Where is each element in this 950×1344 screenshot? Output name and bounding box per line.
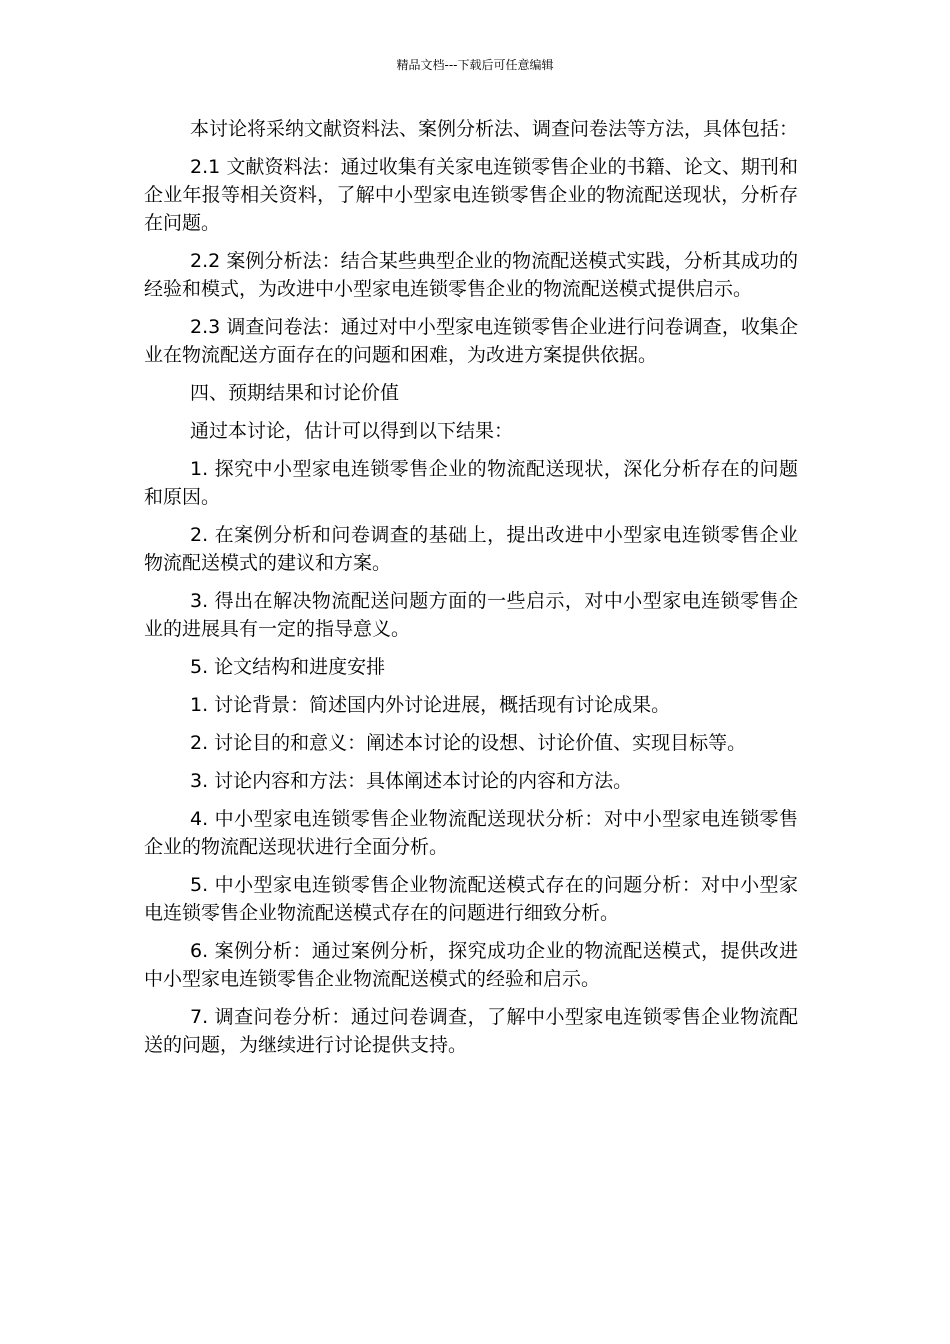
paragraph-result-2: 2. 在案例分析和问卷调查的基础上，提出改进中小型家电连锁零售企业物流配送模式的建议和方案。 [144, 524, 798, 574]
section-heading-expected-results: 四、预期结果和讨论价值 [190, 382, 400, 404]
section-heading-structure: 5. 论文结构和进度安排 [190, 656, 386, 678]
paragraph-survey-method: 2.3 调查问卷法：通过对中小型家电连锁零售企业进行问卷调查，收集企业在物流配送方面存在的问题和困难，为改进方案提供依据。 [144, 316, 798, 366]
paragraph-methods-intro: 本讨论将采纳文献资料法、案例分析法、调查问卷法等方法，具体包括： [190, 118, 799, 140]
paragraph-result-3: 3. 得出在解决物流配送问题方面的一些启示，对中小型家电连锁零售企业的进展具有一定的指导意义。 [144, 590, 798, 640]
paragraph-structure-4: 4. 中小型家电连锁零售企业物流配送现状分析：对中小型家电连锁零售企业的物流配送现状进行全面分析。 [144, 808, 798, 858]
paragraph-structure-6: 6. 案例分析：通过案例分析，探究成功企业的物流配送模式，提供改进中小型家电连锁零售企业物流配送模式的经验和启示。 [144, 940, 798, 990]
paragraph-results-intro: 通过本讨论，估计可以得到以下结果： [190, 420, 514, 442]
paragraph-result-1: 1. 探究中小型家电连锁零售企业的物流配送现状，深化分析存在的问题和原因。 [144, 458, 798, 508]
paragraph-structure-3: 3. 讨论内容和方法：具体阐述本讨论的内容和方法。 [190, 770, 633, 792]
paragraph-literature-method: 2.1 文献资料法：通过收集有关家电连锁零售企业的书籍、论文、期刊和企业年报等相关资料，了解中小型家电连锁零售企业的物流配送现状，分析存在问题。 [144, 156, 798, 234]
document-body [144, 115, 798, 1069]
paragraph-structure-1: 1. 讨论背景：简述国内外讨论进展，概括现有讨论成果。 [190, 694, 671, 716]
paragraph-structure-2: 2. 讨论目的和意义：阐述本讨论的设想、讨论价值、实现目标等。 [190, 732, 747, 754]
page-header: 精品文档---下载后可任意编辑 [396, 58, 554, 72]
paragraph-structure-7: 7. 调查问卷分析：通过问卷调查，了解中小型家电连锁零售企业物流配送的问题，为继续进行讨论提供支持。 [144, 1006, 798, 1056]
paragraph-case-method: 2.2 案例分析法：结合某些典型企业的物流配送模式实践，分析其成功的经验和模式，为改进中小型家电连锁零售企业的物流配送模式提供启示。 [144, 250, 798, 300]
paragraph-structure-5: 5. 中小型家电连锁零售企业物流配送模式存在的问题分析：对中小型家电连锁零售企业物流配送模式存在的问题进行细致分析。 [144, 874, 798, 924]
